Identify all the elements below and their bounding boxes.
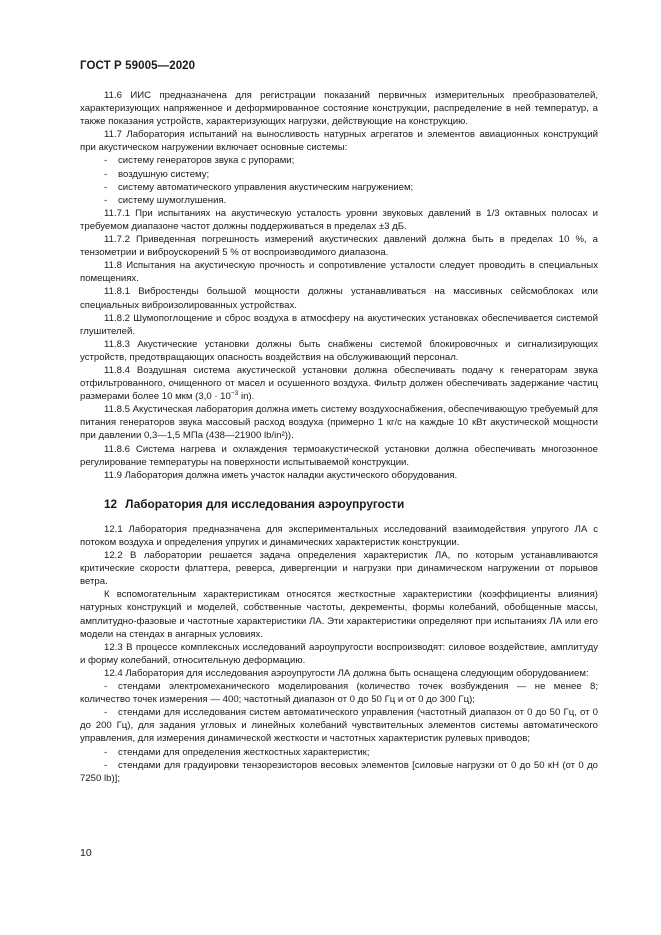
paragraph-11-8-6: 11.8.6 Система нагрева и охлаждения термоакустической установки должна обеспечивать многозонное регулирование температуры на поверхности испытываемой конструкции.	[80, 443, 598, 468]
list-dash: -	[104, 168, 108, 180]
paragraph-11-8: 11.8 Испытания на акустическую прочность и сопротивление усталости следует проводить в специальных помещениях.	[80, 260, 598, 285]
paragraph-11-7: 11.7 Лаборатория испытаний на выносливость натурных агрегатов и элементов авиационных конструкций при акустическом нагружении включает основные системы:	[80, 129, 598, 154]
paragraph-11-7-2: 11.7.2 Приведенная погрешность измерений акустических давлений должна быть в пределах 10 %, а тензометрии и виброускорений 5 % от воспроизводимого диапазона.	[80, 234, 598, 259]
list-item-sound-generators: - систему генераторов звука с рупорами;	[104, 155, 295, 167]
list-dash: -	[104, 181, 108, 193]
exponent: −3	[230, 389, 239, 397]
list-item-stiffness-stands: - стендами для определения жесткостных характеристик;	[104, 746, 370, 758]
document-body	[80, 89, 598, 785]
paragraph-11-8-4: 11.8.4 Воздушная система акустической установки должна обеспечивать подачу к генераторам звука отфильтрованного, очищенного от масел и осушенного воздуха. Фильтр должен обеспечивать задержание частиц размерами более 10 мкм ($3,0 \cdot 10^{-3}$ in).	[80, 364, 598, 403]
paragraph-12-1: 12.1 Лаборатория предназначена для экспериментальных исследований взаимодействия упругого ЛА с потоком воздуха и определения упругих и динамических характеристик конструкции.	[80, 523, 598, 548]
list-item-electromechanical-stands: - стендами электромеханического моделирования (количество точек возбуждения — не менее 8; количество точек измерения — 400; частотный диапазон от 0 до 50 Гц и от 0 до 300 Гц);	[80, 681, 598, 706]
section-heading	[80, 498, 598, 511]
document-code-header: ГОСТ Р 59005—2020	[80, 60, 196, 72]
paragraph-11-8-1: 11.8.1 Вибростенды большой мощности должны устанавливаться на массивных сейсмоблоках или специальных виброизолированных устройствах.	[80, 286, 598, 311]
list-dash: -	[104, 746, 108, 758]
section-title: Лаборатория для исследования аэроупругости	[125, 496, 405, 511]
paragraph-auxiliary-characteristics: К вспомогательным характеристикам относятся жесткостные характеристики (коэффициенты влияния) натурных конструкций и моделей, собственные частоты, декременты, формы колебаний, обобщенные массы, амплитудно-фазовые и частотные характеристики ЛА. Эти характеристики определяют при испытаниях ЛА или его модели на стендах в ангарных условиях.	[80, 589, 598, 640]
list-item-air-system: - воздушную систему;	[104, 168, 210, 180]
list-item-control-system-stands: - стендами для исследования систем автоматического управления (частотный диапазон от 0 до 50 Гц, от 0 до 200 Гц), для задания угловых и линейных колебаний чувствительных элементов системы автоматического управления, для измерения динамической жесткости и частотных характеристик рулевых приводов;	[80, 707, 598, 745]
section-number: 12	[104, 496, 118, 511]
list-item-auto-control: - систему автоматического управления акустическим нагружением;	[104, 181, 414, 193]
paragraph-12-2: 12.2 В лаборатории решается задача определения характеристик ЛА, по которым устанавливаются критические скорости флаттера, реверса, дивергенции и нагрузки при динамическом нагружении от порывов ветра.	[80, 550, 598, 588]
paragraph-11-8-2: 11.8.2 Шумопоглощение и сброс воздуха в атмосферу на акустических установках обеспечивается системой глушителей.	[80, 312, 598, 337]
paragraph-11-9: 11.9 Лаборатория должна иметь участок наладки акустического оборудования.	[104, 469, 458, 481]
paragraph-11-8-5: 11.8.5 Акустическая лаборатория должна иметь систему воздухоснабжения, обеспечивающую требуемый для питания генераторов звука массовый расход воздуха (примерно 1 кг/с на каждые 10 кВт акустической мощности при давлении 0,3—1,5 МПа (438—21900 lb/in²)).	[80, 404, 598, 442]
list-item-calibration-stands: - стендами для градуировки тензорезисторов весовых элементов [силовые нагрузки от 0 до 50 кН (от 0 до 7250 lb)];	[80, 759, 598, 784]
list-dash: -	[104, 155, 108, 167]
list-dash: -	[104, 707, 108, 719]
list-item-noise-suppression: - систему шумоглушения.	[104, 194, 227, 206]
list-dash: -	[104, 194, 108, 206]
paragraph-11-6: 11.6 ИИС предназначена для регистрации показаний первичных измерительных преобразователей, характеризующих напряженное и деформированное состояние конструкции, распределение в ней температур, а также показания устройств, характеризующих нагрузки, действующие на конструкцию.	[80, 90, 598, 128]
list-dash: -	[104, 759, 108, 771]
list-dash: -	[104, 681, 108, 693]
page-number: 10	[80, 847, 92, 859]
paragraph-12-4: 12.4 Лаборатория для исследования аэроупругости ЛА должна быть оснащена следующим оборудованием:	[104, 667, 589, 679]
paragraph-11-7-1: 11.7.1 При испытаниях на акустическую усталость уровни звуковых давлений в 1/3 октавных полосах и требуемом диапазоне частот должны поддерживаться в пределах ±3 дБ.	[80, 207, 598, 232]
paragraph-12-3: 12.3 В процессе комплексных исследований аэроупругости воспроизводят: силовое воздействие, амплитуду и форму колебаний, относительную деформацию.	[80, 641, 598, 666]
paragraph-11-8-3: 11.8.3 Акустические установки должны быть снабжены системой блокировочных и сигнализирующих устройств, предотвращающих опасность воздействия на обслуживающий персонал.	[80, 338, 598, 363]
